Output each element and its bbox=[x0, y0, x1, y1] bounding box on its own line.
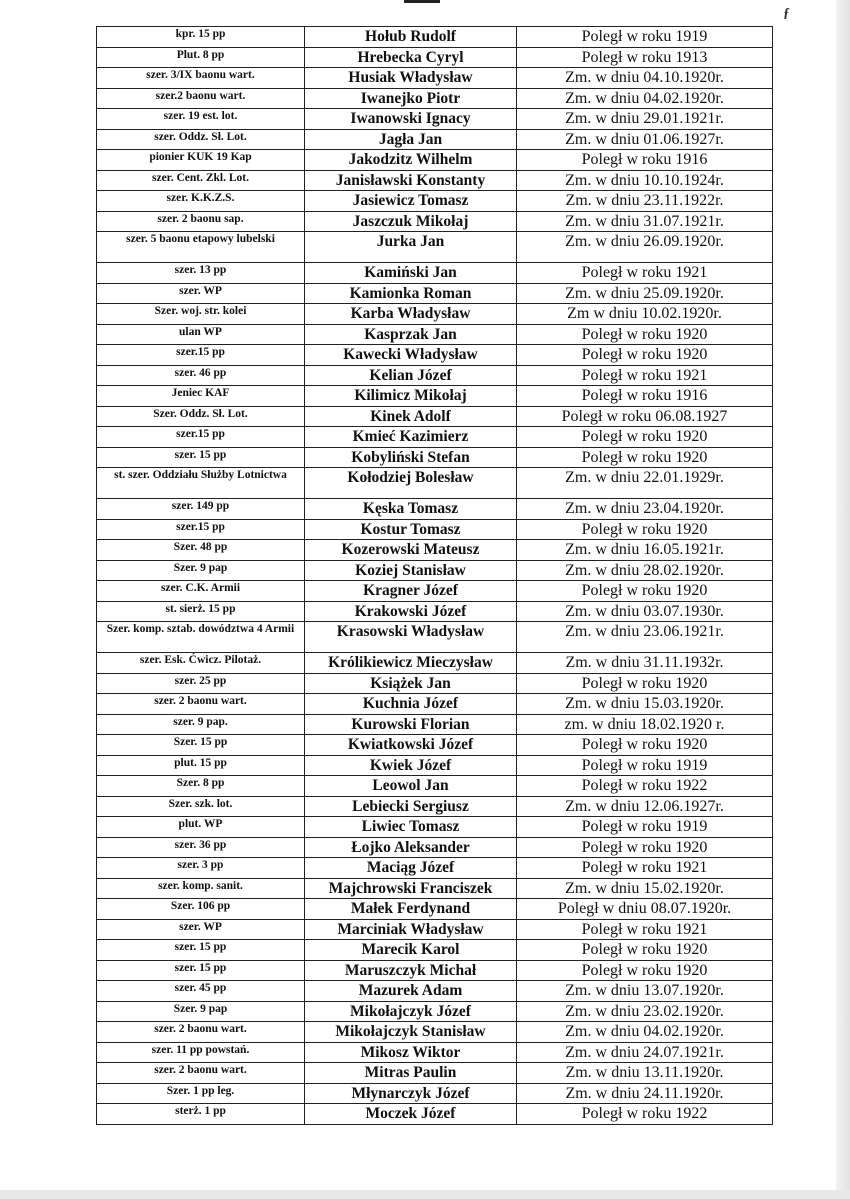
name-cell: Kołodziej Bolesław bbox=[305, 468, 517, 499]
name-cell: Kamionka Roman bbox=[305, 283, 517, 304]
table-row bbox=[97, 170, 773, 191]
name-cell: Koziej Stanisław bbox=[305, 560, 517, 581]
table-row bbox=[97, 499, 773, 520]
rank-cell: szer. 45 pp bbox=[97, 981, 305, 1002]
rank-cell: szer. C.K. Armii bbox=[97, 581, 305, 602]
status-cell: Poległ w roku 1920 bbox=[517, 427, 773, 448]
rank-cell: szer.15 pp bbox=[97, 427, 305, 448]
name-cell: Marecik Karol bbox=[305, 940, 517, 961]
status-cell: Poległ w roku 1919 bbox=[517, 817, 773, 838]
casualty-table bbox=[96, 26, 773, 1125]
table-row bbox=[97, 560, 773, 581]
status-cell: Zm. w dniu 23.06.1921r. bbox=[517, 622, 773, 653]
status-cell: Zm. w dniu 31.11.1932r. bbox=[517, 653, 773, 674]
rank-cell: szer. 2 baonu wart. bbox=[97, 694, 305, 715]
scan-edge bbox=[836, 0, 850, 1199]
table-row bbox=[97, 365, 773, 386]
rank-cell: Szer. 9 pap bbox=[97, 1001, 305, 1022]
name-cell: Jurka Jan bbox=[305, 232, 517, 263]
name-cell: Kinek Adolf bbox=[305, 406, 517, 427]
status-cell: Poległ w roku 1920 bbox=[517, 447, 773, 468]
table-row bbox=[97, 796, 773, 817]
rank-cell: szer. 15 pp bbox=[97, 447, 305, 468]
name-cell: Leowol Jan bbox=[305, 776, 517, 797]
status-cell: Zm. w dniu 01.06.1927r. bbox=[517, 129, 773, 150]
table-row bbox=[97, 1001, 773, 1022]
rank-cell: szer. Oddz. Sł. Lot. bbox=[97, 129, 305, 150]
status-cell: Zm. w dniu 29.01.1921r. bbox=[517, 109, 773, 130]
table-row bbox=[97, 899, 773, 920]
rank-cell: szer. 9 pap. bbox=[97, 714, 305, 735]
name-cell: Marciniak Władysław bbox=[305, 919, 517, 940]
rank-cell: Szer. szk. lot. bbox=[97, 796, 305, 817]
status-cell: Poległ w roku 1921 bbox=[517, 919, 773, 940]
name-cell: Kobyliński Stefan bbox=[305, 447, 517, 468]
rank-cell: szer. 11 pp powstań. bbox=[97, 1042, 305, 1063]
name-cell: Małek Ferdynand bbox=[305, 899, 517, 920]
table-row bbox=[97, 601, 773, 622]
rank-cell: szer. 15 pp bbox=[97, 960, 305, 981]
status-cell: Zm. w dniu 23.04.1920r. bbox=[517, 499, 773, 520]
status-cell: Zm. w dniu 28.02.1920r. bbox=[517, 560, 773, 581]
table-row bbox=[97, 283, 773, 304]
name-cell: Kragner Józef bbox=[305, 581, 517, 602]
status-cell: Poległ w roku 1921 bbox=[517, 263, 773, 284]
name-cell: Mikosz Wiktor bbox=[305, 1042, 517, 1063]
status-cell: Poległ w roku 1922 bbox=[517, 776, 773, 797]
name-cell: Mikołajczyk Stanisław bbox=[305, 1022, 517, 1043]
table-row bbox=[97, 1042, 773, 1063]
table-row bbox=[97, 960, 773, 981]
table-row bbox=[97, 673, 773, 694]
scan-mark bbox=[404, 0, 440, 3]
rank-cell: szer. K.K.Z.S. bbox=[97, 191, 305, 212]
name-cell: Krakowski Józef bbox=[305, 601, 517, 622]
status-cell: Zm. w dniu 04.02.1920r. bbox=[517, 88, 773, 109]
rank-cell: szer. Esk. Ćwicz. Pilotaż. bbox=[97, 653, 305, 674]
status-cell: Zm w dniu 10.02.1920r. bbox=[517, 304, 773, 325]
status-cell: Poległ w roku 1920 bbox=[517, 673, 773, 694]
table-row bbox=[97, 68, 773, 89]
status-cell: Zm. w dniu 24.07.1921r. bbox=[517, 1042, 773, 1063]
rank-cell: Szer. 106 pp bbox=[97, 899, 305, 920]
status-cell: Zm. w dniu 10.10.1924r. bbox=[517, 170, 773, 191]
name-cell: Hołub Rudolf bbox=[305, 27, 517, 48]
rank-cell: szer.15 pp bbox=[97, 345, 305, 366]
scan-edge-bottom bbox=[0, 1190, 850, 1199]
status-cell: Zm. w dniu 04.10.1920r. bbox=[517, 68, 773, 89]
rank-cell: Jeniec KAF bbox=[97, 386, 305, 407]
rank-cell: Szer. Oddz. Sł. Lot. bbox=[97, 406, 305, 427]
rank-cell: szer.2 baonu wart. bbox=[97, 88, 305, 109]
status-cell: Zm. w dniu 13.11.1920r. bbox=[517, 1063, 773, 1084]
table-row bbox=[97, 817, 773, 838]
table-row bbox=[97, 27, 773, 48]
name-cell: Kęska Tomasz bbox=[305, 499, 517, 520]
table-row bbox=[97, 1083, 773, 1104]
rank-cell: Plut. 8 pp bbox=[97, 47, 305, 68]
rank-cell: st. szer. Oddziału Służby Lotnictwa bbox=[97, 468, 305, 499]
table-row bbox=[97, 232, 773, 263]
table-row bbox=[97, 386, 773, 407]
rank-cell: szer. 3 pp bbox=[97, 858, 305, 879]
rank-cell: sterż. 1 pp bbox=[97, 1104, 305, 1125]
name-cell: Karba Władysław bbox=[305, 304, 517, 325]
name-cell: Jasiewicz Tomasz bbox=[305, 191, 517, 212]
table-row bbox=[97, 755, 773, 776]
status-cell: Poległ w roku 1919 bbox=[517, 755, 773, 776]
rank-cell: st. sierż. 15 pp bbox=[97, 601, 305, 622]
name-cell: Lebiecki Sergiusz bbox=[305, 796, 517, 817]
name-cell: Iwanejko Piotr bbox=[305, 88, 517, 109]
table-row bbox=[97, 1022, 773, 1043]
table-row bbox=[97, 519, 773, 540]
rank-cell: szer. WP bbox=[97, 919, 305, 940]
status-cell: Zm. w dniu 13.07.1920r. bbox=[517, 981, 773, 1002]
status-cell: Poległ w roku 1913 bbox=[517, 47, 773, 68]
name-cell: Mikołajczyk Józef bbox=[305, 1001, 517, 1022]
rank-cell: szer. 25 pp bbox=[97, 673, 305, 694]
status-cell: Poległ w roku 1920 bbox=[517, 581, 773, 602]
status-cell: Poległ w roku 1920 bbox=[517, 345, 773, 366]
status-cell: Poległ w roku 1920 bbox=[517, 960, 773, 981]
rank-cell: szer. Cent. Zkl. Lot. bbox=[97, 170, 305, 191]
table-row bbox=[97, 47, 773, 68]
rank-cell: Szer. komp. sztab. dowództwa 4 Armii bbox=[97, 622, 305, 653]
rank-cell: Szer. 9 pap bbox=[97, 560, 305, 581]
name-cell: Maciąg Józef bbox=[305, 858, 517, 879]
table-row bbox=[97, 324, 773, 345]
name-cell: Majchrowski Franciszek bbox=[305, 878, 517, 899]
table-row bbox=[97, 653, 773, 674]
table-row bbox=[97, 447, 773, 468]
rank-cell: kpr. 15 pp bbox=[97, 27, 305, 48]
status-cell: Zm. w dniu 16.05.1921r. bbox=[517, 540, 773, 561]
table-row bbox=[97, 129, 773, 150]
rank-cell: Szer. 1 pp leg. bbox=[97, 1083, 305, 1104]
name-cell: Kostur Tomasz bbox=[305, 519, 517, 540]
rank-cell: Szer. 15 pp bbox=[97, 735, 305, 756]
rank-cell: ulan WP bbox=[97, 324, 305, 345]
name-cell: Iwanowski Ignacy bbox=[305, 109, 517, 130]
table-row bbox=[97, 622, 773, 653]
name-cell: Mazurek Adam bbox=[305, 981, 517, 1002]
name-cell: Krasowski Władysław bbox=[305, 622, 517, 653]
rank-cell: szer. 2 baonu wart. bbox=[97, 1022, 305, 1043]
table-row bbox=[97, 540, 773, 561]
status-cell: Poległ w roku 1916 bbox=[517, 150, 773, 171]
rank-cell: szer. 3/IX baonu wart. bbox=[97, 68, 305, 89]
pen-mark: ƒ bbox=[783, 6, 790, 21]
rank-cell: szer. 46 pp bbox=[97, 365, 305, 386]
table-row bbox=[97, 468, 773, 499]
status-cell: Poległ w roku 1920 bbox=[517, 324, 773, 345]
table-row bbox=[97, 211, 773, 232]
status-cell: Zm. w dniu 03.07.1930r. bbox=[517, 601, 773, 622]
name-cell: Kawecki Władysław bbox=[305, 345, 517, 366]
name-cell: Kilimicz Mikołaj bbox=[305, 386, 517, 407]
name-cell: Jaszczuk Mikołaj bbox=[305, 211, 517, 232]
status-cell: Poległ w roku 1921 bbox=[517, 365, 773, 386]
rank-cell: szer. 149 pp bbox=[97, 499, 305, 520]
table-row bbox=[97, 406, 773, 427]
name-cell: Jagła Jan bbox=[305, 129, 517, 150]
table-row bbox=[97, 919, 773, 940]
rank-cell: szer. 2 baonu sap. bbox=[97, 211, 305, 232]
rank-cell: pionier KUK 19 Kap bbox=[97, 150, 305, 171]
table-row bbox=[97, 109, 773, 130]
name-cell: Młynarczyk Józef bbox=[305, 1083, 517, 1104]
rank-cell: plut. WP bbox=[97, 817, 305, 838]
name-cell: Kozerowski Mateusz bbox=[305, 540, 517, 561]
table-row bbox=[97, 427, 773, 448]
rank-cell: Szer. woj. str. kolei bbox=[97, 304, 305, 325]
rank-cell: szer. 2 baonu wart. bbox=[97, 1063, 305, 1084]
table-row bbox=[97, 858, 773, 879]
status-cell: Zm. w dniu 24.11.1920r. bbox=[517, 1083, 773, 1104]
rank-cell: Szer. 8 pp bbox=[97, 776, 305, 797]
status-cell: Zm. w dniu 25.09.1920r. bbox=[517, 283, 773, 304]
table-row bbox=[97, 694, 773, 715]
name-cell: Łojko Aleksander bbox=[305, 837, 517, 858]
name-cell: Kamiński Jan bbox=[305, 263, 517, 284]
table-row bbox=[97, 304, 773, 325]
status-cell: Poległ w roku 1922 bbox=[517, 1104, 773, 1125]
table-row bbox=[97, 1104, 773, 1125]
name-cell: Kwiatkowski Józef bbox=[305, 735, 517, 756]
table-row bbox=[97, 191, 773, 212]
name-cell: Jakodzitz Wilhelm bbox=[305, 150, 517, 171]
name-cell: Liwiec Tomasz bbox=[305, 817, 517, 838]
status-cell: Zm. w dniu 26.09.1920r. bbox=[517, 232, 773, 263]
rank-cell: szer. 15 pp bbox=[97, 940, 305, 961]
rank-cell: szer. 19 est. lot. bbox=[97, 109, 305, 130]
table-row bbox=[97, 1063, 773, 1084]
status-cell: Poległ w roku 1920 bbox=[517, 837, 773, 858]
rank-cell: szer. komp. sanit. bbox=[97, 878, 305, 899]
status-cell: zm. w dniu 18.02.1920 r. bbox=[517, 714, 773, 735]
table-row bbox=[97, 981, 773, 1002]
name-cell: Maruszczyk Michał bbox=[305, 960, 517, 981]
name-cell: Hrebecka Cyryl bbox=[305, 47, 517, 68]
rank-cell: szer. WP bbox=[97, 283, 305, 304]
name-cell: Królikiewicz Mieczysław bbox=[305, 653, 517, 674]
status-cell: Zm. w dniu 31.07.1921r. bbox=[517, 211, 773, 232]
table-row bbox=[97, 878, 773, 899]
status-cell: Poległ w roku 1921 bbox=[517, 858, 773, 879]
status-cell: Zm. w dniu 22.01.1929r. bbox=[517, 468, 773, 499]
rank-cell: szer. 5 baonu etapowy lubelski bbox=[97, 232, 305, 263]
name-cell: Kuchnia Józef bbox=[305, 694, 517, 715]
table-row bbox=[97, 581, 773, 602]
table-row bbox=[97, 837, 773, 858]
status-cell: Zm. w dniu 23.11.1922r. bbox=[517, 191, 773, 212]
table-row bbox=[97, 776, 773, 797]
rank-cell: plut. 15 pp bbox=[97, 755, 305, 776]
table-row bbox=[97, 345, 773, 366]
name-cell: Mitras Paulin bbox=[305, 1063, 517, 1084]
status-cell: Poległ w dniu 08.07.1920r. bbox=[517, 899, 773, 920]
table-row bbox=[97, 714, 773, 735]
status-cell: Poległ w roku 1920 bbox=[517, 940, 773, 961]
status-cell: Poległ w roku 1919 bbox=[517, 27, 773, 48]
table-row bbox=[97, 150, 773, 171]
name-cell: Kmieć Kazimierz bbox=[305, 427, 517, 448]
name-cell: Kwiek Józef bbox=[305, 755, 517, 776]
status-cell: Zm. w dniu 15.03.1920r. bbox=[517, 694, 773, 715]
casualty-table-body bbox=[97, 27, 773, 1125]
rank-cell: szer. 13 pp bbox=[97, 263, 305, 284]
name-cell: Janisławski Konstanty bbox=[305, 170, 517, 191]
status-cell: Poległ w roku 1916 bbox=[517, 386, 773, 407]
status-cell: Zm. w dniu 04.02.1920r. bbox=[517, 1022, 773, 1043]
table-row bbox=[97, 263, 773, 284]
table-row bbox=[97, 735, 773, 756]
name-cell: Książek Jan bbox=[305, 673, 517, 694]
status-cell: Poległ w roku 1920 bbox=[517, 735, 773, 756]
name-cell: Moczek Józef bbox=[305, 1104, 517, 1125]
table-row bbox=[97, 940, 773, 961]
rank-cell: szer.15 pp bbox=[97, 519, 305, 540]
status-cell: Zm. w dniu 12.06.1927r. bbox=[517, 796, 773, 817]
status-cell: Zm. w dniu 15.02.1920r. bbox=[517, 878, 773, 899]
table-row bbox=[97, 88, 773, 109]
status-cell: Poległ w roku 1920 bbox=[517, 519, 773, 540]
rank-cell: szer. 36 pp bbox=[97, 837, 305, 858]
status-cell: Zm. w dniu 23.02.1920r. bbox=[517, 1001, 773, 1022]
rank-cell: Szer. 48 pp bbox=[97, 540, 305, 561]
name-cell: Kasprzak Jan bbox=[305, 324, 517, 345]
name-cell: Kurowski Florian bbox=[305, 714, 517, 735]
name-cell: Kelian Józef bbox=[305, 365, 517, 386]
name-cell: Husiak Władysław bbox=[305, 68, 517, 89]
status-cell: Poległ w roku 06.08.1927 bbox=[517, 406, 773, 427]
